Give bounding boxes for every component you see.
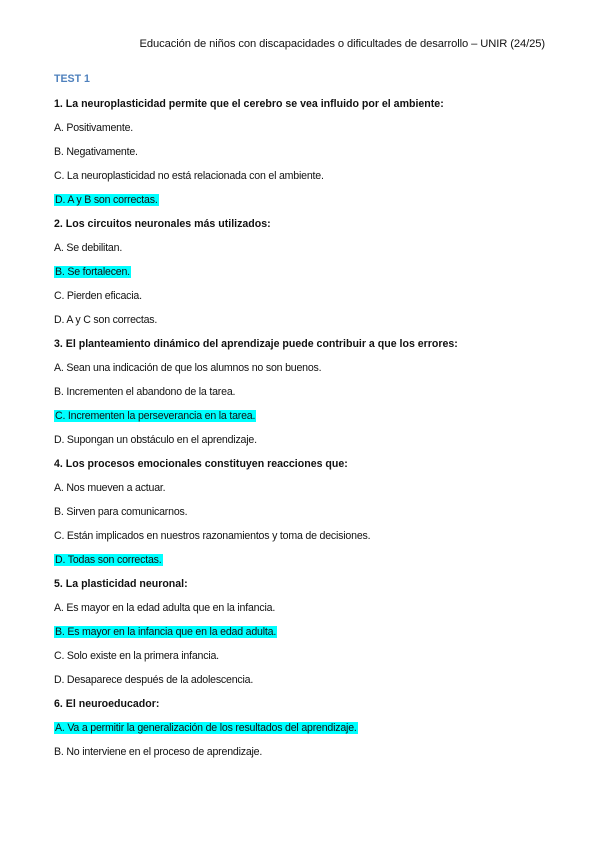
- correct-answer-highlight: B. Se fortalecen.: [55, 266, 130, 278]
- option-5a: A. Es mayor en la edad adulta que en la infancia.: [54, 602, 276, 614]
- option-3b: B. Incrementen el abandono de la tarea.: [54, 386, 236, 398]
- question-1: 1. La neuroplasticidad permite que el cerebro se vea influido por el ambiente:: [54, 98, 444, 110]
- test-title: TEST 1: [54, 73, 90, 85]
- option-2d: D. A y C son correctas.: [54, 314, 158, 326]
- option-4c: C. Están implicados en nuestros razonamientos y toma de decisiones.: [54, 530, 371, 542]
- option-3c: [54, 410, 554, 434]
- question-3: 3. El planteamiento dinámico del aprendizaje puede contribuir a que los errores:: [54, 338, 458, 350]
- option-5b: [54, 626, 554, 650]
- question-list: [54, 98, 554, 770]
- option-2b: [54, 266, 554, 290]
- option-4b: B. Sirven para comunicarnos.: [54, 506, 188, 518]
- correct-answer-highlight: C. Incrementen la perseverancia en la tarea.: [55, 410, 256, 422]
- correct-answer-highlight: D. Todas son correctas.: [55, 554, 162, 566]
- correct-answer-highlight: A. Va a permitir la generalización de los resultados del aprendizaje.: [55, 722, 357, 734]
- question-4: 4. Los procesos emocionales constituyen reacciones que:: [54, 458, 348, 470]
- option-2a: A. Se debilitan.: [54, 242, 123, 254]
- option-3a: A. Sean una indicación de que los alumnos no son buenos.: [54, 362, 322, 374]
- option-1a: A. Positivamente.: [54, 122, 134, 134]
- option-1b: B. Negativamente.: [54, 146, 138, 158]
- option-4d: [54, 554, 554, 578]
- question-5: 5. La plasticidad neuronal:: [54, 578, 188, 590]
- question-2: 2. Los circuitos neuronales más utilizados:: [54, 218, 271, 230]
- correct-answer-highlight: D. A y B son correctas.: [55, 194, 158, 206]
- option-6b: B. No interviene en el proceso de aprendizaje.: [54, 746, 263, 758]
- option-1d: [54, 194, 554, 218]
- option-5c: C. Solo existe en la primera infancia.: [54, 650, 219, 662]
- correct-answer-highlight: B. Es mayor en la infancia que en la edad adulta.: [55, 626, 277, 638]
- option-5d: D. Desaparece después de la adolescencia.: [54, 674, 254, 686]
- option-3d: D. Supongan un obstáculo en el aprendizaje.: [54, 434, 257, 446]
- option-2c: C. Pierden eficacia.: [54, 290, 142, 302]
- page-header: Educación de niños con discapacidades o dificultades de desarrollo – UNIR (24/25): [139, 38, 545, 50]
- option-4a: A. Nos mueven a actuar.: [54, 482, 166, 494]
- option-6a: [54, 722, 554, 746]
- option-1c: C. La neuroplasticidad no está relacionada con el ambiente.: [54, 170, 324, 182]
- question-6: 6. El neuroeducador:: [54, 698, 160, 710]
